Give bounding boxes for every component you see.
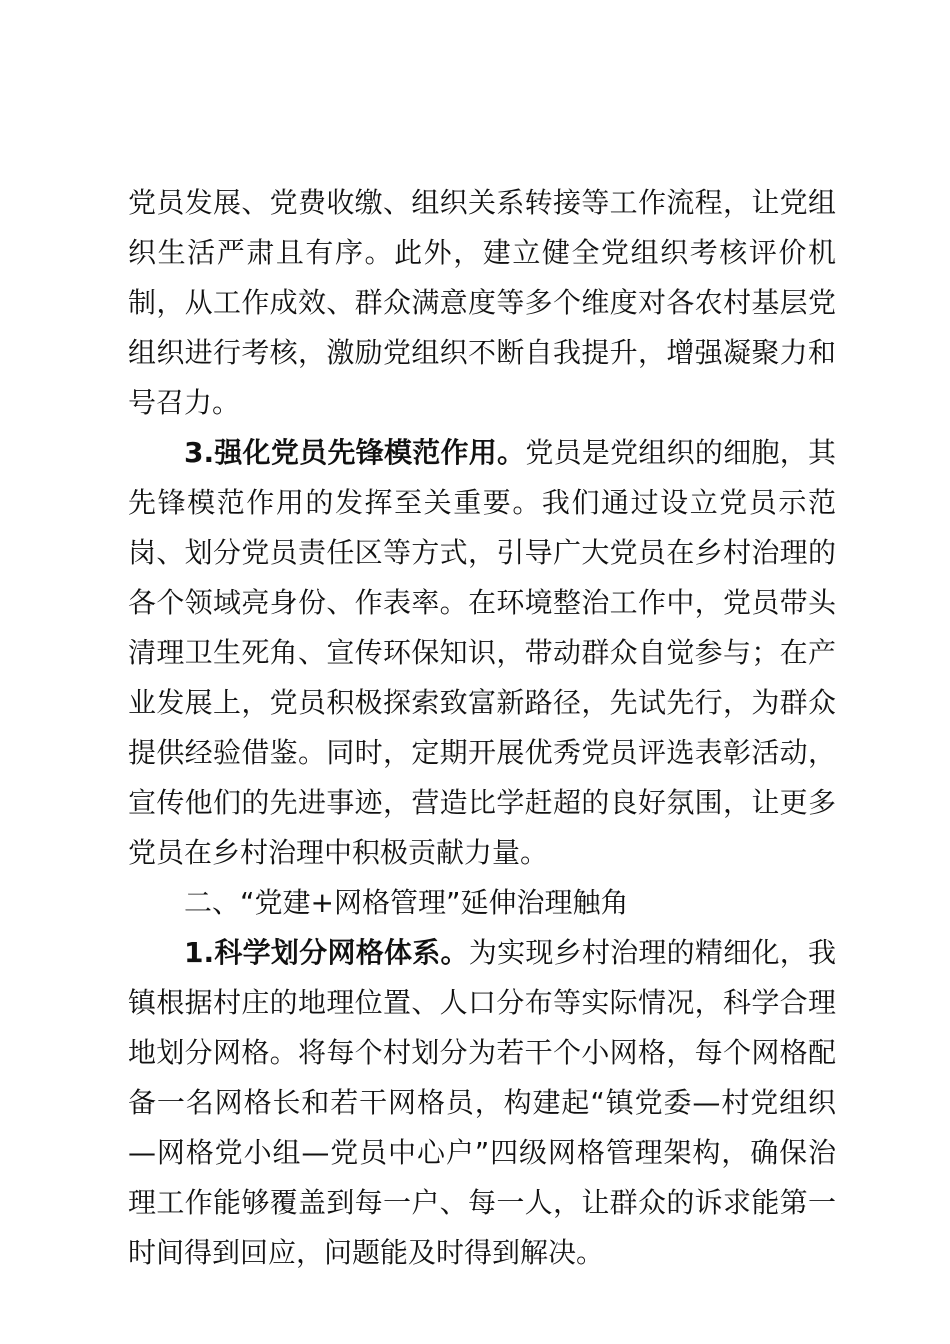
paragraph-grid-system (128, 928, 836, 1278)
document-body (128, 178, 836, 1278)
paragraph-party-member-role (128, 428, 836, 878)
paragraph-heading-3: 3.强化党员先锋模范作用。 (184, 436, 526, 469)
paragraph-continued: 党员发展、党费收缴、组织关系转接等工作流程，让党组织生活严肃且有序。此外，建立健全党组织考核评价机制，从工作成效、群众满意度等多个维度对各农村基层党组织进行考核，激励党组织不断自我提升，增强凝聚力和号召力。 (128, 186, 836, 419)
section-heading-2: 二、“党建+网格管理”延伸治理触角 (184, 886, 629, 919)
paragraph-heading-1: 1.科学划分网格体系。 (184, 936, 469, 969)
paragraph-body: 党员是党组织的细胞，其先锋模范作用的发挥至关重要。我们通过设立党员示范岗、划分党员责任区等方式，引导广大党员在乡村治理的各个领域亮身份、作表率。在环境整治工作中，党员带头清理卫生死角、宣传环保知识，带动群众自觉参与；在产业发展上，党员积极探索致富新路径，先试先行，为群众提供经验借鉴。同时，定期开展优秀党员评选表彰活动，宣传他们的先进事迹，营造比学赶超的良好氛围，让更多党员在乡村治理中积极贡献力量。 (128, 436, 836, 869)
paragraph-body: 为实现乡村治理的精细化，我镇根据村庄的地理位置、人口分布等实际情况，科学合理地划分网格。将每个村划分为若干个小网格，每个网格配备一名网格长和若干网格员，构建起“镇党委—村党组织—网格党小组—党员中心户”四级网格管理架构，确保治理工作能够覆盖到每一户、每一人，让群众的诉求能第一时间得到回应，问题能及时得到解决。 (128, 936, 836, 1269)
